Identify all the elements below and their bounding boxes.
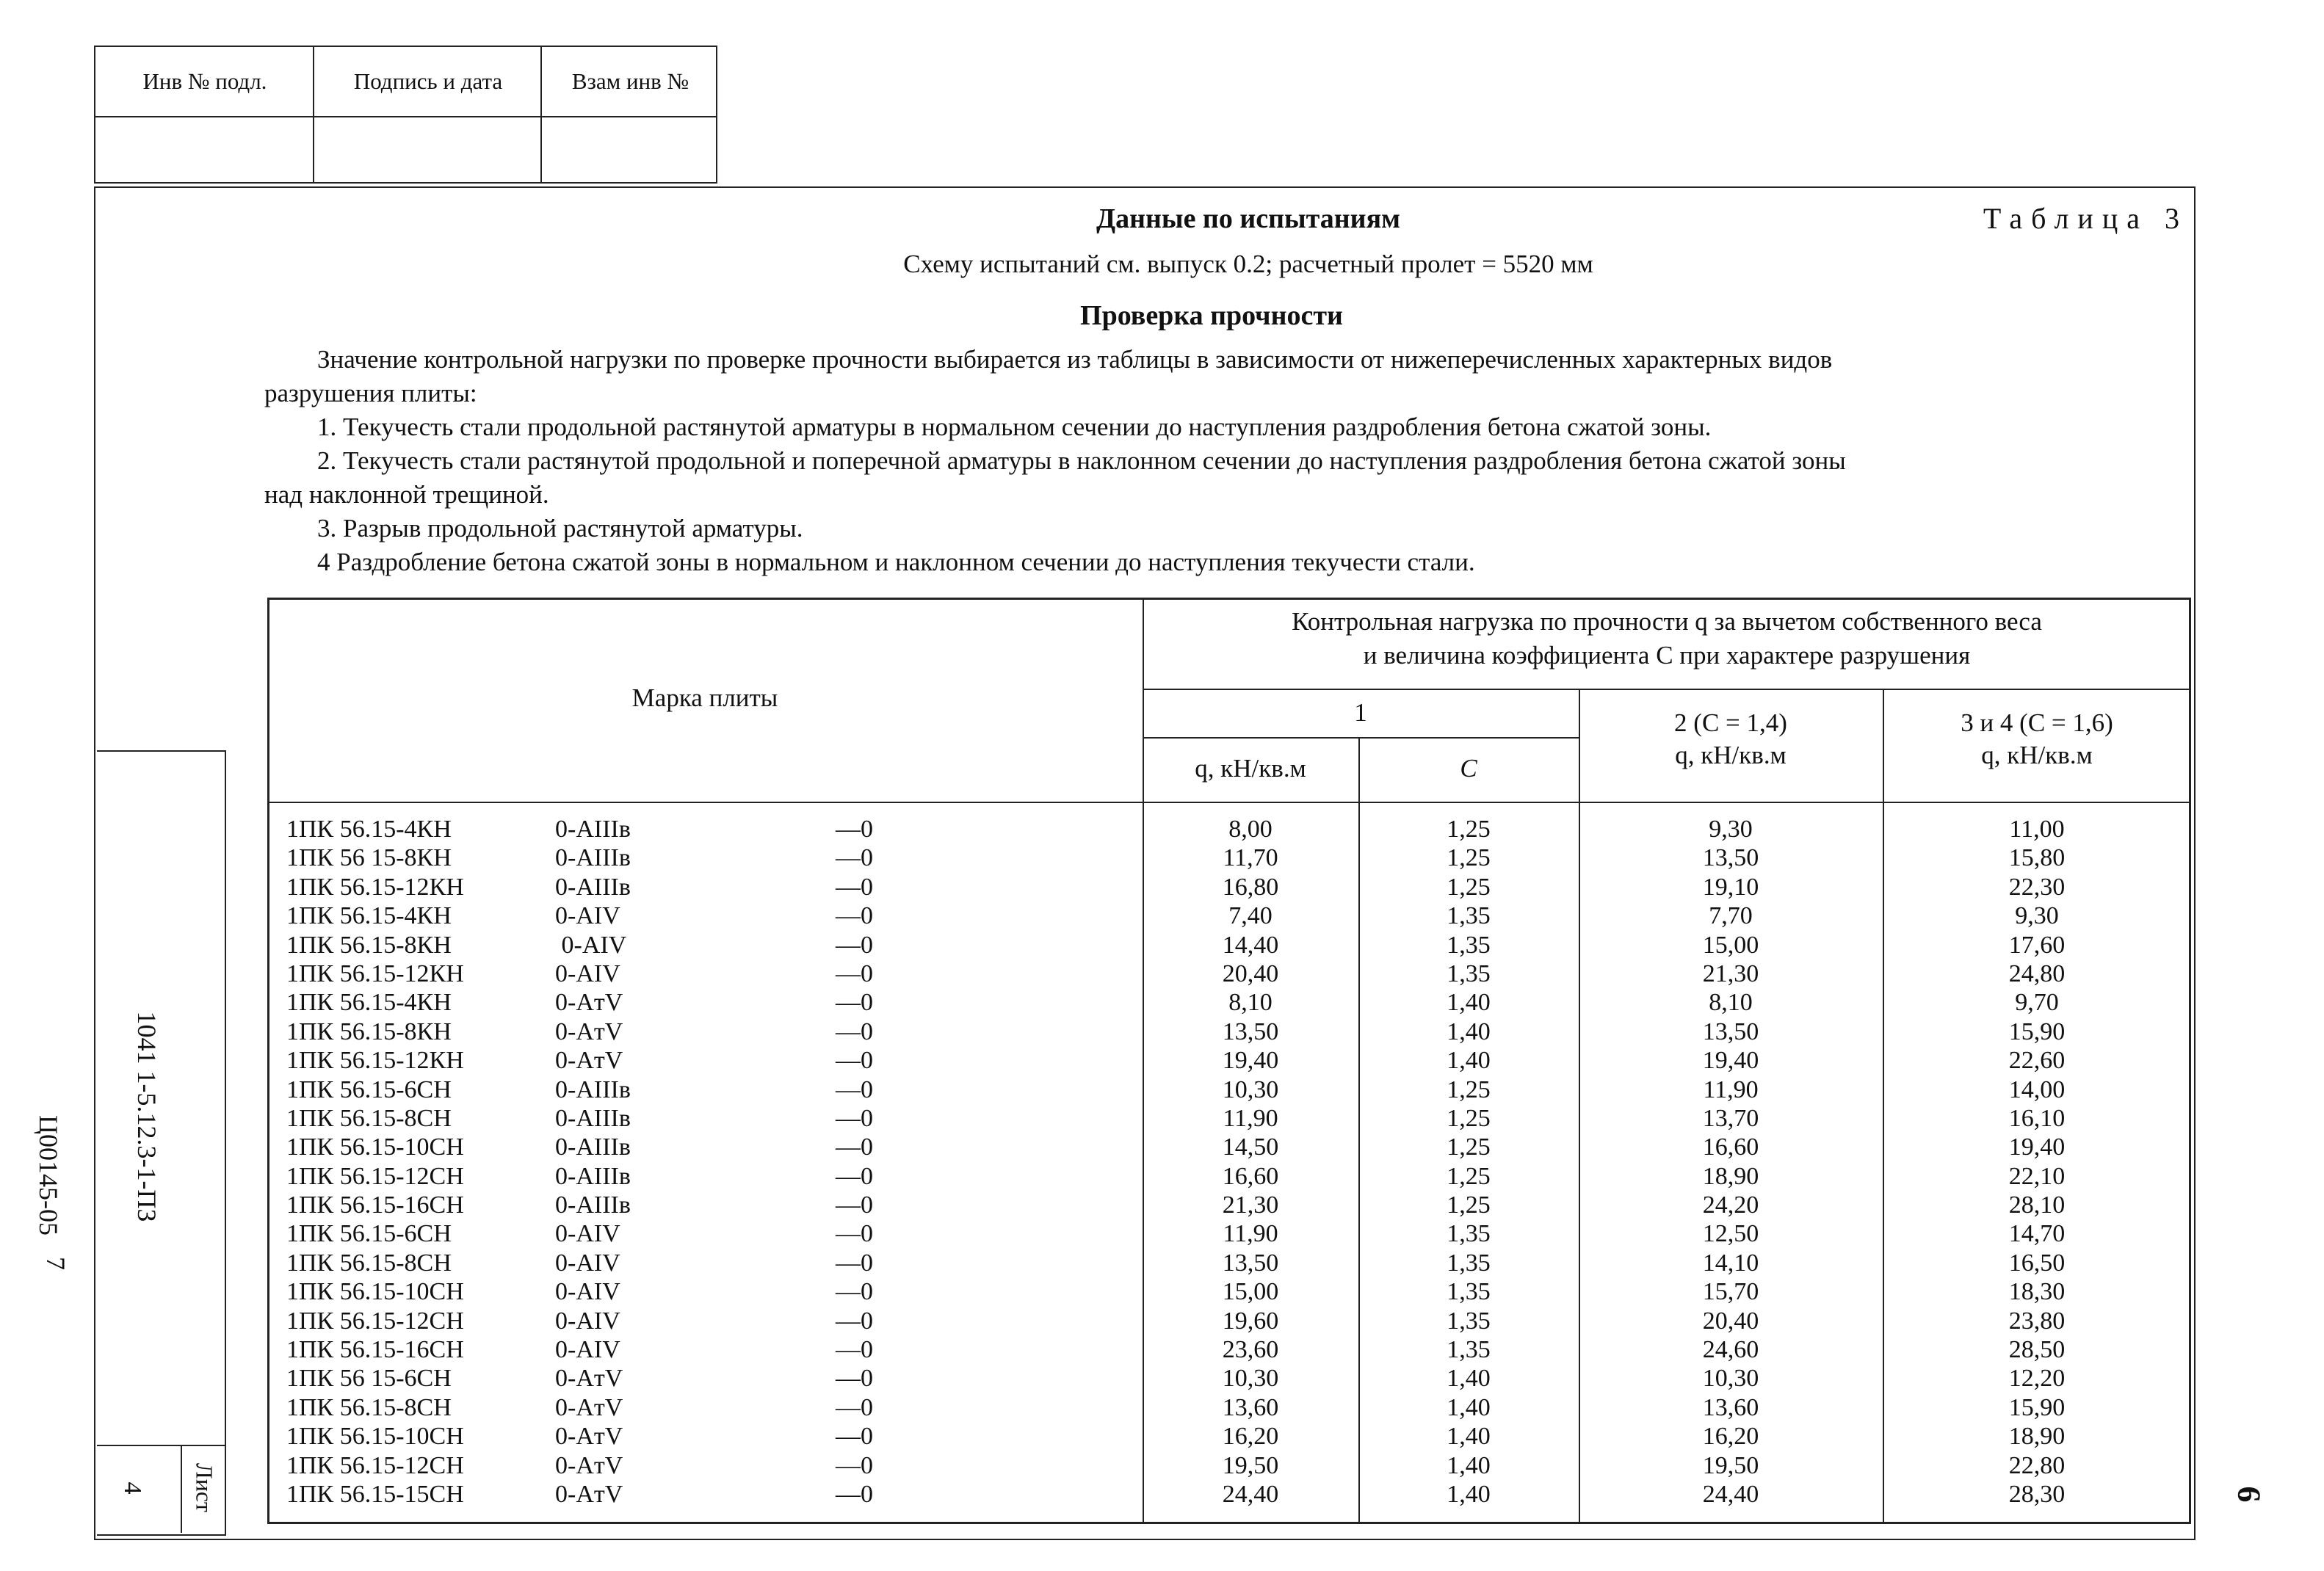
table-cell-mark: 1ПК 56.15-8КН [286, 931, 452, 959]
table-cell-suffix: —0 [836, 1336, 873, 1364]
table-cell-q2: 14,10 [1702, 1249, 1759, 1277]
table-cell-suffix: —0 [836, 931, 873, 959]
table-cell-c: 1,25 [1447, 873, 1491, 901]
table-cell-steel: 0-AIIIв [555, 1191, 631, 1219]
subheader-34-line-1: 3 и 4 (C = 1,6) [1961, 708, 2113, 737]
table-cell-q1: 14,50 [1222, 1133, 1279, 1161]
table-cell-c: 1,25 [1447, 816, 1491, 843]
stamp-replace-label: Взам инв № [571, 68, 689, 94]
table-cell-q2: 24,60 [1702, 1336, 1759, 1364]
table-cell-suffix: —0 [836, 1047, 873, 1075]
table-cell-suffix: —0 [836, 1220, 873, 1248]
table-cell-q34: 17,60 [2008, 931, 2066, 959]
table-cell-q34: 18,30 [2008, 1278, 2066, 1306]
table-cell-mark: 1ПК 56.15-16СН [286, 1191, 464, 1219]
table-cell-q34: 22,30 [2008, 873, 2066, 901]
table-cell-q34: 15,90 [2008, 1017, 2066, 1045]
table-cell-c: 1,25 [1447, 1162, 1491, 1190]
col-header-mark: Марка плиты [631, 683, 778, 712]
table-cell-c: 1,25 [1447, 844, 1491, 872]
table-cell-q1: 15,00 [1222, 1278, 1279, 1306]
table-cell-q2: 8,10 [1709, 989, 1753, 1017]
table-cell-suffix: —0 [836, 902, 873, 930]
table-cell-suffix: —0 [836, 1162, 873, 1190]
table-cell-suffix: —0 [836, 1307, 873, 1335]
table-cell-suffix: —0 [836, 1480, 873, 1508]
document-code: 1041 1-5.12.3-1-ПЗ [132, 1011, 162, 1222]
table-cell-steel: 0-AIV [555, 931, 627, 959]
table-cell-q2: 7,70 [1709, 902, 1753, 930]
group-header-line-2: и величина коэффициента C при характере разрушения [1363, 641, 1971, 670]
item-2-line-1: 2. Текучесть стали растянутой продольной и поперечной арматуры в наклонном сечении до наступления раздробления бетона сжатой зоны [317, 446, 1846, 475]
q1-column [1143, 815, 1358, 1509]
table-cell-q1: 11,90 [1223, 1220, 1278, 1248]
table-cell-q2: 9,30 [1709, 816, 1753, 843]
sheet-label: Лист [191, 1462, 218, 1512]
table-cell-suffix: —0 [836, 816, 873, 843]
table-cell-q34: 23,80 [2008, 1307, 2066, 1335]
intro-line-2: разрушения плиты: [264, 379, 477, 407]
table-cell-mark: 1ПК 56.15-8СН [286, 1104, 452, 1132]
table-cell-c: 1,40 [1447, 1480, 1491, 1508]
table-cell-steel: 0-AIIIв [555, 1133, 631, 1161]
table-cell-c: 1,40 [1447, 1017, 1491, 1045]
table-cell-q1: 10,30 [1222, 1365, 1279, 1393]
table-cell-c: 1,35 [1447, 902, 1491, 930]
table-label: Таблица 3 [1983, 202, 2188, 235]
subheader-1: 1 [1354, 698, 1367, 727]
table-cell-q2: 12,50 [1702, 1220, 1759, 1248]
table-cell-q1: 16,60 [1222, 1162, 1279, 1190]
table-cell-steel: 0-AIV [555, 1220, 620, 1248]
table-cell-q2: 18,90 [1702, 1162, 1759, 1190]
table-cell-mark: 1ПК 56.15-12СН [286, 1307, 464, 1335]
table-cell-c: 1,35 [1447, 1249, 1491, 1277]
archive-number: 7 [41, 1257, 70, 1270]
table-cell-q1: 24,40 [1222, 1480, 1279, 1508]
table-cell-q2: 21,30 [1702, 959, 1759, 987]
table-cell-suffix: —0 [836, 1017, 873, 1045]
table-cell-suffix: —0 [836, 1423, 873, 1451]
subheader-2-line-2: q, кН/кв.м [1675, 741, 1787, 769]
table-cell-c: 1,35 [1447, 1220, 1491, 1248]
table-cell-steel: 0-AIIIв [555, 844, 631, 872]
q2-column [1579, 815, 1883, 1509]
table-cell-q2: 19,10 [1702, 873, 1759, 901]
page-number: 6 [2231, 1486, 2267, 1503]
table-cell-q2: 24,40 [1702, 1480, 1759, 1508]
table-cell-q34: 15,90 [2008, 1393, 2066, 1421]
table-cell-q2: 15,70 [1702, 1278, 1759, 1306]
table-cell-suffix: —0 [836, 1393, 873, 1421]
table-divider [1143, 737, 1580, 739]
table-cell-steel: 0-AIV [555, 959, 620, 987]
mark-column [286, 815, 551, 1509]
table-cell-q34: 15,80 [2008, 844, 2066, 872]
table-cell-c: 1,40 [1447, 1047, 1491, 1075]
table-cell-suffix: —0 [836, 1249, 873, 1277]
table-cell-c: 1,35 [1447, 959, 1491, 987]
table-cell-mark: 1ПК 56.15-8СН [286, 1393, 452, 1421]
section-title: Проверка прочности [1080, 300, 1343, 331]
subheader-1-q: q, кН/кв.м [1195, 754, 1306, 783]
table-cell-q2: 11,90 [1703, 1075, 1759, 1103]
table-cell-steel: 0-AIV [555, 902, 620, 930]
table-cell-mark: 1ПК 56.15-12КН [286, 959, 464, 987]
table-cell-c: 1,35 [1447, 931, 1491, 959]
table-cell-q2: 19,40 [1702, 1047, 1759, 1075]
table-cell-q2: 15,00 [1702, 931, 1759, 959]
table-cell-q2: 13,50 [1702, 844, 1759, 872]
table-cell-q2: 24,20 [1702, 1191, 1759, 1219]
table-cell-steel: 0-AIIIв [555, 1075, 631, 1103]
table-cell-c: 1,25 [1447, 1133, 1491, 1161]
table-cell-q34: 22,10 [2008, 1162, 2066, 1190]
item-2-line-2: над наклонной трещиной. [264, 480, 549, 509]
intro-line-1: Значение контрольной нагрузки по проверке прочности выбирается из таблицы в зависимости от нижеперечисленных характерных видов [317, 345, 1833, 374]
table-cell-q34: 9,30 [2015, 902, 2059, 930]
table-cell-q34: 16,50 [2008, 1249, 2066, 1277]
table-cell-suffix: —0 [836, 989, 873, 1017]
subheader-1-c: C [1460, 754, 1477, 783]
table-cell-suffix: —0 [836, 1191, 873, 1219]
table-divider [1143, 689, 2191, 690]
table-cell-mark: 1ПК 56.15-4КН [286, 902, 452, 930]
steel-column [555, 815, 702, 1509]
table-cell-q2: 13,70 [1702, 1104, 1759, 1132]
subtitle: Схему испытаний см. выпуск 0.2; расчетный пролет = 5520 мм [903, 250, 1593, 278]
stamp-signature-label: Подпись и дата [353, 68, 503, 94]
table-cell-c: 1,40 [1447, 1423, 1491, 1451]
table-cell-c: 1,35 [1447, 1307, 1491, 1335]
table-cell-q34: 14,00 [2008, 1075, 2066, 1103]
table-cell-q34: 14,70 [2008, 1220, 2066, 1248]
table-cell-suffix: —0 [836, 1365, 873, 1393]
item-1: 1. Текучесть стали продольной растянутой арматуры в нормальном сечении до наступления раздробления бетона сжатой зоны. [317, 413, 1712, 441]
table-cell-steel: 0-AтV [555, 989, 623, 1017]
table-cell-steel: 0-AтV [555, 1365, 623, 1393]
table-cell-mark: 1ПК 56.15-12СН [286, 1162, 464, 1190]
table-cell-steel: 0-AIV [555, 1278, 620, 1306]
table-cell-q1: 13,60 [1222, 1393, 1279, 1421]
table-cell-mark: 1ПК 56.15-10СН [286, 1278, 464, 1306]
approval-stamp [94, 46, 717, 184]
table-cell-steel: 0-AтV [555, 1047, 623, 1075]
c-column [1358, 815, 1579, 1509]
table-cell-q34: 19,40 [2008, 1133, 2066, 1161]
table-cell-steel: 0-AIV [555, 1307, 620, 1335]
table-cell-mark: 1ПК 56.15-4КН [286, 989, 452, 1017]
table-cell-q34: 9,70 [2015, 989, 2059, 1017]
sheet-box-divider [181, 1445, 182, 1533]
table-cell-q1: 19,40 [1222, 1047, 1279, 1075]
table-cell-q2: 10,30 [1702, 1365, 1759, 1393]
page-title: Данные по испытаниям [1096, 203, 1401, 234]
table-cell-c: 1,35 [1447, 1336, 1491, 1364]
table-cell-q34: 24,80 [2008, 959, 2066, 987]
table-cell-steel: 0-AIIIв [555, 816, 631, 843]
table-cell-steel: 0-AтV [555, 1423, 623, 1451]
archive-code: Ц00145-05 [34, 1115, 63, 1236]
table-cell-q1: 13,50 [1222, 1249, 1279, 1277]
table-cell-suffix: —0 [836, 959, 873, 987]
table-cell-q1: 16,20 [1222, 1423, 1279, 1451]
table-cell-suffix: —0 [836, 873, 873, 901]
table-cell-q1: 11,70 [1223, 844, 1278, 872]
table-cell-mark: 1ПК 56 15-6СН [286, 1365, 452, 1393]
table-cell-suffix: —0 [836, 1133, 873, 1161]
table-cell-q34: 22,80 [2008, 1451, 2066, 1479]
table-cell-q2: 16,20 [1702, 1423, 1759, 1451]
table-cell-suffix: —0 [836, 844, 873, 872]
table-cell-mark: 1ПК 56.15-8СН [286, 1249, 452, 1277]
table-cell-mark: 1ПК 56.15-16СН [286, 1336, 464, 1364]
table-cell-suffix: —0 [836, 1278, 873, 1306]
suffix-column [836, 815, 894, 1509]
stamp-divider [540, 47, 542, 182]
table-cell-steel: 0-AIIIв [555, 1104, 631, 1132]
stamp-inv-label: Инв № подл. [142, 68, 267, 94]
table-cell-mark: 1ПК 56.15-12СН [286, 1451, 464, 1479]
table-cell-c: 1,35 [1447, 1278, 1491, 1306]
table-cell-q1: 7,40 [1228, 902, 1273, 930]
subheader-2-line-1: 2 (C = 1,4) [1674, 708, 1787, 737]
table-divider [267, 802, 2191, 803]
table-cell-q1: 20,40 [1222, 959, 1279, 987]
table-cell-mark: 1ПК 56.15-15СН [286, 1480, 464, 1508]
table-cell-mark: 1ПК 56.15-12КН [286, 1047, 464, 1075]
table-cell-suffix: —0 [836, 1075, 873, 1103]
table-cell-q2: 13,60 [1702, 1393, 1759, 1421]
table-cell-c: 1,25 [1447, 1104, 1491, 1132]
stamp-divider [313, 47, 314, 182]
table-cell-c: 1,25 [1447, 1075, 1491, 1103]
table-cell-mark: 1ПК 56.15-10СН [286, 1133, 464, 1161]
table-cell-steel: 0-AIV [555, 1249, 620, 1277]
table-cell-steel: 0-AтV [555, 1017, 623, 1045]
table-cell-q1: 8,10 [1228, 989, 1273, 1017]
table-cell-suffix: —0 [836, 1451, 873, 1479]
q34-column [1883, 815, 2191, 1509]
subheader-34-line-2: q, кН/кв.м [1981, 741, 2093, 769]
table-cell-mark: 1ПК 56.15-8КН [286, 1017, 452, 1045]
table-cell-c: 1,40 [1447, 1451, 1491, 1479]
table-cell-c: 1,25 [1447, 1191, 1491, 1219]
table-cell-steel: 0-AтV [555, 1393, 623, 1421]
table-cell-q1: 21,30 [1222, 1191, 1279, 1219]
table-cell-q2: 19,50 [1702, 1451, 1759, 1479]
table-cell-c: 1,40 [1447, 989, 1491, 1017]
table-cell-steel: 0-AIV [555, 1336, 620, 1364]
table-cell-q34: 22,60 [2008, 1047, 2066, 1075]
table-cell-mark: 1ПК 56.15-4КН [286, 816, 452, 843]
table-cell-q34: 28,50 [2008, 1336, 2066, 1364]
table-cell-q1: 23,60 [1222, 1336, 1279, 1364]
table-cell-q34: 28,30 [2008, 1480, 2066, 1508]
table-cell-q34: 16,10 [2008, 1104, 2066, 1132]
table-cell-q2: 20,40 [1702, 1307, 1759, 1335]
table-cell-q1: 19,50 [1222, 1451, 1279, 1479]
table-cell-q1: 8,00 [1228, 816, 1273, 843]
table-cell-mark: 1ПК 56.15-6СН [286, 1075, 452, 1103]
item-4: 4 Раздробление бетона сжатой зоны в нормальном и наклонном сечении до наступления текучести стали. [317, 548, 1475, 576]
table-cell-steel: 0-AIIIв [555, 873, 631, 901]
table-cell-mark: 1ПК 56.15-10СН [286, 1423, 464, 1451]
table-cell-c: 1,40 [1447, 1365, 1491, 1393]
table-cell-q1: 10,30 [1222, 1075, 1279, 1103]
table-cell-q1: 13,50 [1222, 1017, 1279, 1045]
table-cell-steel: 0-AтV [555, 1451, 623, 1479]
table-cell-q2: 13,50 [1702, 1017, 1759, 1045]
table-cell-q34: 18,90 [2008, 1423, 2066, 1451]
table-cell-q1: 16,80 [1222, 873, 1279, 901]
table-cell-q1: 19,60 [1222, 1307, 1279, 1335]
table-cell-mark: 1ПК 56.15-6СН [286, 1220, 452, 1248]
table-cell-c: 1,40 [1447, 1393, 1491, 1421]
table-cell-q1: 11,90 [1223, 1104, 1278, 1132]
table-cell-q34: 12,20 [2008, 1365, 2066, 1393]
group-header-line-1: Контрольная нагрузка по прочности q за вычетом собственного веса [1292, 607, 2042, 636]
item-3: 3. Разрыв продольной растянутой арматуры. [317, 514, 803, 543]
table-cell-mark: 1ПК 56.15-12КН [286, 873, 464, 901]
table-cell-steel: 0-AIIIв [555, 1162, 631, 1190]
table-cell-steel: 0-AтV [555, 1480, 623, 1508]
sheet-number: 4 [119, 1481, 146, 1495]
table-cell-q34: 28,10 [2008, 1191, 2066, 1219]
table-cell-q1: 14,40 [1222, 931, 1279, 959]
table-cell-mark: 1ПК 56 15-8КН [286, 844, 452, 872]
table-cell-q34: 11,00 [2009, 816, 2065, 843]
table-cell-suffix: —0 [836, 1104, 873, 1132]
table-cell-q2: 16,60 [1702, 1133, 1759, 1161]
